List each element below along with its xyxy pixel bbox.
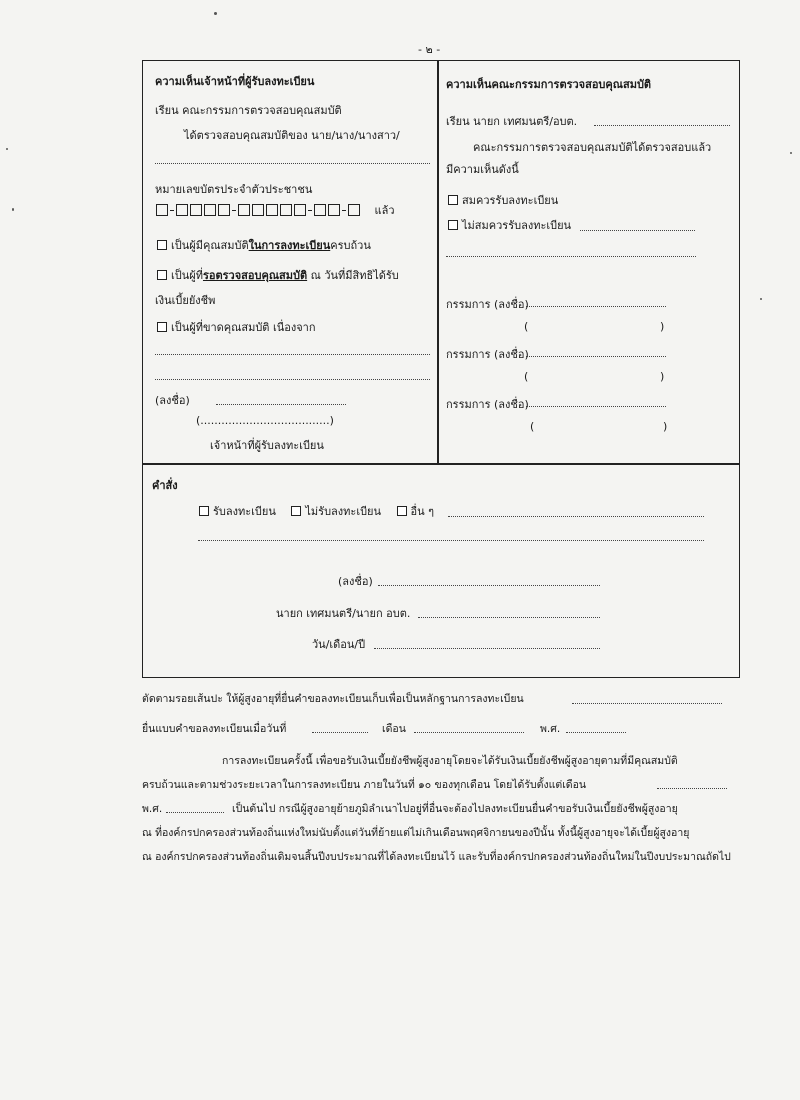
left-to-line: เรียน คณะกรรมการตรวจสอบคุณสมบัติ [155, 104, 342, 117]
opt-decline-label: ไม่รับลงทะเบียน [305, 505, 382, 518]
pending-checkbox[interactable] [157, 270, 167, 280]
para-line-3-post: เป็นต้นไป กรณีผู้สูงอายุย้ายภูมิลำเนาไปอยู่ที่อื่นจะต้องไปลงทะเบียนยื่นคำขอรับเงินเบี้ยยังชีพผู้สูงอายุ [232, 803, 678, 815]
opt-qualified-ul: ในการลงทะเบียน [248, 239, 331, 252]
name-field[interactable] [155, 163, 430, 164]
order-heading: คำสั่ง [152, 479, 178, 492]
opt-unqualified[interactable] [157, 318, 316, 336]
member-2-paren-open: ( [524, 370, 529, 383]
officer-sign-label: (ลงชื่อ) [155, 394, 190, 407]
para-line-3-pre: พ.ศ. [142, 803, 163, 815]
order-note-field[interactable] [198, 540, 704, 541]
reason-field-1[interactable] [155, 354, 430, 355]
id-digit-box[interactable] [190, 204, 202, 216]
right-panel-heading: ความเห็นคณะกรรมการตรวจสอบคุณสมบัติ [446, 78, 652, 91]
mayor-title: นายก เทศมนตรี/นายก อบต. [276, 607, 411, 620]
opt-other-label: อื่น ๆ [410, 505, 435, 518]
id-digit-box[interactable] [204, 204, 216, 216]
para-line-4: ณ ที่องค์กรปกครองส่วนท้องถิ่นแห่งใหม่นับตั้งแต่วันที่ย้ายแต่ไม่เกินเดือนพฤศจิกายนของปีนั้น ทั้งนี้ผู้สูงอายุจะได้เบี้ยผู้สูงอายุ [142, 827, 690, 839]
qualified-checkbox[interactable] [157, 240, 167, 250]
start-month-field[interactable] [657, 788, 727, 789]
reason-field-2[interactable] [155, 379, 430, 380]
member-3-paren-close: ) [663, 420, 668, 433]
right-to-field[interactable] [594, 125, 730, 126]
cut-line-text: ตัดตามรอยเส้นปะ ให้ผู้สูงอายุที่ยื่นคำขอลงทะเบียนเก็บเพื่อเป็นหลักฐานการลงทะเบียน [142, 693, 524, 705]
opt-approve[interactable] [448, 191, 558, 209]
member-2-label: กรรมการ (ลงชื่อ) [446, 348, 529, 361]
member-1-label: กรรมการ (ลงชื่อ) [446, 298, 529, 311]
member-3-paren-open: ( [530, 420, 535, 433]
member-1-sign-field[interactable] [526, 306, 666, 307]
left-panel-heading: ความเห็นเจ้าหน้าที่ผู้รับลงทะเบียน [155, 75, 315, 88]
member-2-paren-close: ) [660, 370, 665, 383]
id-digit-box[interactable] [294, 204, 306, 216]
not-approve-reason-field[interactable] [580, 230, 695, 231]
opt-qualified-pre: เป็นผู้มีคุณสมบัติ [171, 239, 249, 252]
id-number-boxes[interactable] [155, 201, 395, 219]
scan-speck [12, 208, 14, 211]
id-digit-box[interactable] [176, 204, 188, 216]
other-reason-field[interactable] [448, 516, 704, 517]
para-line-5: ณ องค์กรปกครองส่วนท้องถิ่นเดิมจนสิ้นปีงบประมาณที่ได้ลงทะเบียนไว้ และรับที่องค์กรปกครองส่วนท้องถิ่นใหม่ในปีงบประมาณถัดไป [142, 851, 731, 863]
submit-year-label: พ.ศ. [540, 723, 561, 735]
officer-sign-field[interactable] [216, 404, 346, 405]
id-dash [342, 210, 346, 212]
scan-speck [214, 12, 217, 15]
opt-other[interactable] [397, 505, 435, 518]
id-digit-box[interactable] [218, 204, 230, 216]
opt-unqualified-label: เป็นผู้ที่ขาดคุณสมบัติ เนื่องจาก [171, 321, 316, 334]
other-checkbox[interactable] [397, 506, 407, 516]
para-line-1: การลงทะเบียนครั้งนี้ เพื่อขอรับเงินเบี้ยยังชีพผู้สูงอายุโดยจะได้รับเงินเบี้ยยังชีพผู้สูงอายุตามที่มีคุณสมบัติ [222, 755, 678, 767]
submit-month-field[interactable] [414, 732, 524, 733]
opt-accept-label: รับลงทะเบียน [213, 505, 276, 518]
opt-accept[interactable] [199, 505, 276, 518]
opt-pending[interactable] [157, 266, 399, 284]
id-digit-box[interactable] [314, 204, 326, 216]
member-3-label: กรรมการ (ลงชื่อ) [446, 398, 529, 411]
opt-not-approve[interactable] [448, 216, 571, 234]
decline-checkbox[interactable] [291, 506, 301, 516]
mayor-sign-field[interactable] [378, 585, 600, 586]
id-digit-box[interactable] [252, 204, 264, 216]
opt-qualified-post: ครบถ้วน [330, 239, 371, 252]
member-1-paren-close: ) [660, 320, 665, 333]
submit-month-label: เดือน [382, 723, 406, 735]
opt-not-approve-label: ไม่สมควรรับลงทะเบียน [462, 219, 572, 232]
submit-date-label: ยื่นแบบคำขอลงทะเบียนเมื่อวันที่ [142, 723, 287, 735]
opt-pending-pre: เป็นผู้ที่ [171, 269, 203, 282]
scan-speck [790, 152, 792, 154]
committee-line-1: คณะกรรมการตรวจสอบคุณสมบัติได้ตรวจสอบแล้ว [473, 141, 712, 154]
member-1-paren-open: ( [524, 320, 529, 333]
opt-approve-label: สมควรรับลงทะเบียน [462, 194, 559, 207]
left-checked-line: ได้ตรวจสอบคุณสมบัติของ นาย/นาง/นางสาว/ [184, 129, 400, 142]
start-year-field[interactable] [166, 812, 224, 813]
submit-day-field[interactable] [312, 732, 368, 733]
id-digit-box[interactable] [348, 204, 360, 216]
opt-qualified[interactable] [157, 236, 371, 254]
approve-checkbox[interactable] [448, 195, 458, 205]
id-dash [232, 210, 236, 212]
cut-line-dots [572, 703, 722, 704]
right-to-line: เรียน นายก เทศมนตรี/อบต. [446, 115, 578, 128]
section-divider [142, 463, 740, 465]
id-dash [170, 210, 174, 212]
member-2-sign-field[interactable] [526, 356, 666, 357]
id-digit-box[interactable] [156, 204, 168, 216]
submit-year-field[interactable] [566, 732, 626, 733]
page-number: - ๒ - [418, 43, 441, 56]
member-3-sign-field[interactable] [526, 406, 666, 407]
id-digit-box[interactable] [238, 204, 250, 216]
order-options [199, 502, 434, 520]
accept-checkbox[interactable] [199, 506, 209, 516]
unqualified-checkbox[interactable] [157, 322, 167, 332]
committee-note-field[interactable] [446, 256, 696, 257]
opt-pending-ul: รอตรวจสอบคุณสมบัติ [202, 269, 308, 282]
column-divider [437, 60, 439, 464]
not-approve-checkbox[interactable] [448, 220, 458, 230]
id-suffix: แล้ว [374, 204, 395, 217]
id-digit-box[interactable] [266, 204, 278, 216]
id-label: หมายเลขบัตรประจำตัวประชาชน [155, 183, 313, 196]
id-dash [308, 210, 312, 212]
id-digit-box[interactable] [328, 204, 340, 216]
id-digit-box[interactable] [280, 204, 292, 216]
scan-speck [6, 148, 8, 150]
opt-pending-line2: เงินเบี้ยยังชีพ [155, 294, 216, 307]
officer-title: เจ้าหน้าที่ผู้รับลงทะเบียน [210, 439, 324, 452]
scan-speck [760, 298, 762, 300]
mayor-title-field[interactable] [418, 617, 600, 618]
mayor-sign-label: (ลงชื่อ) [338, 575, 373, 588]
order-date-field[interactable] [374, 648, 600, 649]
officer-paren: (.....................................) [196, 414, 334, 427]
order-date-label: วัน/เดือน/ปี [312, 638, 366, 651]
para-line-2: ครบถ้วนและตามช่วงระยะเวลาในการลงทะเบียน ภายในวันที่ ๑๐ ของทุกเดือน โดยได้รับตั้งแต่เดือน [142, 779, 587, 791]
committee-line-2: มีความเห็นดังนี้ [446, 163, 519, 176]
opt-pending-post: ณ วันที่มีสิทธิได้รับ [307, 269, 399, 282]
opt-decline[interactable] [291, 505, 381, 518]
